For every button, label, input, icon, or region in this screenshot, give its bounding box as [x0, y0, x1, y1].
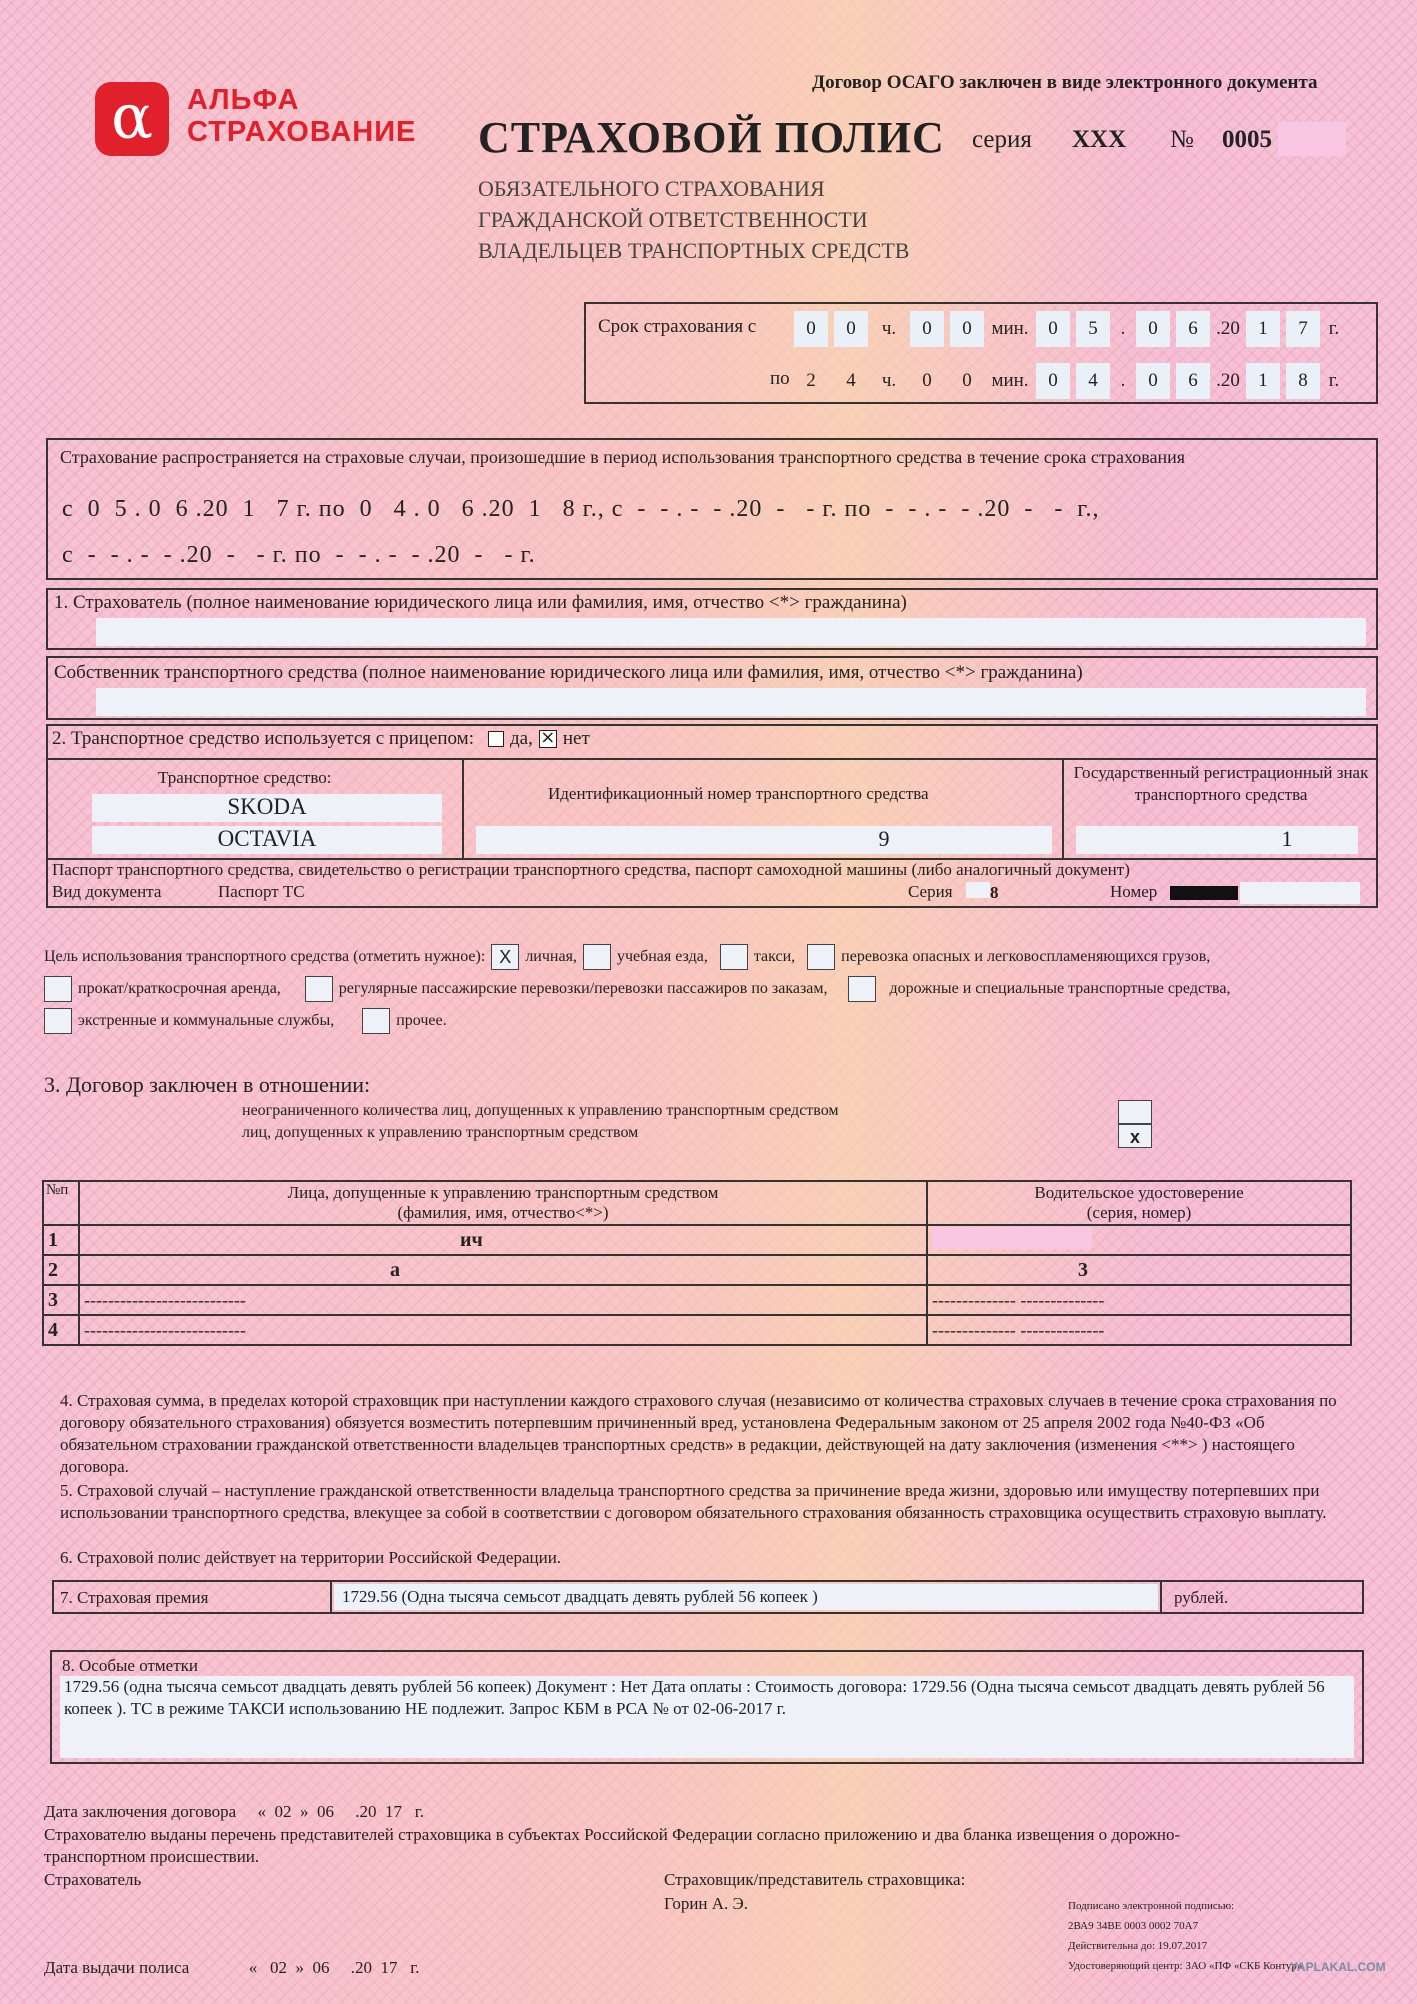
company-logo	[95, 82, 455, 162]
esig-line-4: Удостоверяющий центр: ЗАО «ПФ «СКБ Контур»	[1068, 1960, 1303, 1972]
purpose-dangerous-label: перевозка опасных и легковоспламеняющихся грузов,	[841, 948, 1211, 965]
term-min-label: мин.	[991, 370, 1029, 391]
purpose-rent-checkbox[interactable]	[44, 976, 72, 1002]
term-to-digit: 0	[922, 370, 932, 391]
term-from-label: Срок страхования с	[598, 316, 757, 337]
purpose-rent-label: прокат/краткосрочная аренда,	[78, 980, 281, 997]
passport-number-redaction	[1170, 886, 1238, 900]
notice-text: Страхователю выданы перечень представителей страховщика в субъектах Российской Федерации согласно приложению и два бланка извещения о дорожно-транспортном происшествии.	[44, 1825, 1181, 1866]
term-year-prefix: .20	[1216, 318, 1240, 339]
esig-line-1: Подписано электронной подписью:	[1068, 1900, 1235, 1912]
divider	[1160, 1582, 1162, 1612]
divider	[462, 758, 464, 858]
col-license-header-2: (серия, номер)	[1086, 1203, 1192, 1222]
term-to-digit: 0	[1036, 363, 1070, 399]
table-row	[43, 1285, 1351, 1315]
purpose-training-checkbox[interactable]	[583, 944, 611, 970]
purpose-road-checkbox[interactable]	[848, 976, 876, 1002]
esig-line-3: Действительна до: 19.07.2017	[1068, 1940, 1208, 1952]
term-to-digit: 4	[846, 370, 856, 391]
passport-series-value	[966, 882, 999, 903]
number-label: №	[1170, 126, 1194, 153]
purpose-training-label: учебная езда,	[616, 948, 708, 965]
purpose-other-label: прочее.	[396, 1012, 447, 1029]
premium-label: 7. Страховая премия	[60, 1588, 209, 1607]
passport-number-field	[1240, 882, 1360, 904]
plate-col-label: Государственный регистрационный знак транспортного средства	[1073, 763, 1369, 804]
divider	[48, 758, 1376, 760]
passport-series-label: Серия	[908, 882, 953, 901]
alpha-logo-icon: α	[95, 82, 169, 156]
vin-field	[476, 826, 1052, 854]
insurer-label: 1. Страхователь (полное наименование юридического лица или фамилия, имя, отчество <*> гражданина)	[54, 592, 907, 613]
passport-label: Паспорт транспортного средства, свидетельство о регистрации транспортного средства, паспорт самоходной машины (либо аналогичный документ)	[52, 860, 1130, 879]
row-num: 1	[43, 1225, 79, 1255]
insurer-signature-label: Страхователь	[44, 1870, 142, 1889]
doc-type-label: Вид документа	[52, 882, 162, 901]
purpose-emergency-checkbox[interactable]	[44, 1008, 72, 1034]
conclusion-date: Дата заключения договора « 02 » 06 .20 17 г.	[44, 1802, 425, 1821]
divider	[330, 1582, 332, 1612]
clause-5: 5. Страховой случай – наступление гражданской ответственности владельца транспортного средства за причинение вреда жизни, здоровью или имуществу потерпевших при использовании транспортного средства, влекущее за собой в соответствии с договором обязательного страхования обязанность страховщика осуществить страховую выплату.	[60, 1481, 1327, 1522]
term-from-row	[794, 310, 1348, 348]
term-to-digit: 0	[962, 370, 972, 391]
trailer-row	[52, 728, 590, 750]
row-num: 2	[43, 1255, 79, 1285]
coverage-row-1: с 0 5 . 0 6 .20 1 7 г. по 0 4 . 0 6 .20 1 8 г., с - - . - - .20 - - г. по - - . - - .20 - - г.,	[62, 496, 1100, 522]
insurance-term-box	[584, 302, 1378, 404]
col-name-header	[79, 1181, 927, 1225]
esig-line-2: 2ВА9 34ВЕ 0003 0002 70А7	[1068, 1920, 1199, 1932]
driver-name	[79, 1255, 927, 1285]
table-row	[43, 1255, 1351, 1285]
term-dot: .	[1120, 370, 1126, 391]
term-from-digit: 6	[1176, 311, 1210, 347]
vin-tail: 9	[878, 826, 890, 851]
trailer-no-checkbox[interactable]: ×	[540, 727, 556, 748]
term-to-digit: 0	[1136, 363, 1170, 399]
table-row	[43, 1225, 1351, 1255]
term-year-suffix: г.	[1328, 370, 1340, 391]
term-to-label: по	[770, 368, 790, 389]
divider	[1062, 758, 1064, 858]
purpose-taxi-checkbox[interactable]	[720, 944, 748, 970]
driver-name-tail: а	[390, 1258, 400, 1281]
premium-unit: рублей.	[1174, 1588, 1229, 1607]
logo-line-2: СТРАХОВАНИЕ	[187, 116, 417, 148]
subtitle-line-1: ОБЯЗАТЕЛЬНОГО СТРАХОВАНИЯ	[478, 176, 825, 201]
number-redaction	[1278, 122, 1346, 156]
vin-col-label: Идентификационный номер транспортного средства	[548, 784, 929, 803]
special-text: 1729.56 (одна тысяча семьсот двадцать девять рублей 56 копеек) Документ : Нет Дата оплаты : Стоимость договора: 1729.56 (Одна тысяча семьсот двадцать девять рублей 56 копеек ). ТС в режиме ТАКСИ использованию НЕ подлежит. Запрос КБМ в РСА № от 02-06-2017 г.	[60, 1676, 1354, 1758]
term-to-digit: 6	[1176, 363, 1210, 399]
purpose-passenger-checkbox[interactable]	[305, 976, 333, 1002]
premium-value: 1729.56 (Одна тысяча семьсот двадцать девять рублей 56 копеек )	[334, 1584, 1158, 1610]
contract-limited-label: лиц, допущенных к управлению транспортным средством	[242, 1124, 639, 1141]
issue-date: Дата выдачи полиса « 02 » 06 .20 17 г.	[44, 1958, 420, 1977]
purpose-other-checkbox[interactable]	[362, 1008, 390, 1034]
trailer-yes-checkbox[interactable]	[488, 731, 504, 747]
col-num-header: №п	[43, 1181, 79, 1225]
license-redaction	[932, 1227, 1092, 1249]
term-from-digit: 0	[950, 311, 984, 347]
premium-box	[52, 1580, 1364, 1614]
policy-title: СТРАХОВОЙ ПОЛИС	[478, 113, 945, 162]
col-license-header	[927, 1181, 1351, 1225]
passport-series-tail: 8	[990, 883, 999, 902]
term-to-digit: 4	[1076, 363, 1110, 399]
col-license-header-1: Водительское удостоверение	[1034, 1183, 1244, 1202]
series-value: XXX	[1072, 126, 1127, 153]
purpose-personal-checkbox[interactable]: X	[491, 944, 519, 970]
term-from-digit: 7	[1286, 311, 1320, 347]
driver-license	[927, 1225, 1351, 1255]
driver-name	[79, 1225, 927, 1255]
purpose-row-2	[44, 976, 1231, 1002]
purpose-label: Цель использования транспортного средства (отметить нужное):	[44, 948, 486, 965]
clause-6: 6. Страховой полис действует на территории Российской Федерации.	[60, 1548, 562, 1567]
row-num: 3	[43, 1285, 79, 1315]
term-year-suffix: г.	[1328, 318, 1340, 339]
subtitle-line-3: ВЛАДЕЛЬЦЕВ ТРАНСПОРТНЫХ СРЕДСТВ	[478, 238, 910, 263]
logo-line-1: АЛЬФА	[187, 84, 300, 116]
term-from-digit: 0	[1136, 311, 1170, 347]
agent-label: Страховщик/представитель страховщика:	[664, 1870, 966, 1889]
purpose-row-3	[44, 1008, 447, 1034]
owner-name-field	[96, 688, 1366, 716]
special-marks-box	[50, 1650, 1364, 1764]
plate-tail: 1	[1281, 826, 1293, 851]
trailer-label: 2. Транспортное средство используется с прицепом:	[52, 728, 474, 749]
driver-license: -------------- --------------	[927, 1315, 1351, 1345]
electronic-contract-note: Договор ОСАГО заключен в виде электронного документа	[812, 72, 1318, 93]
vehicle-col-label: Транспортное средство:	[158, 768, 332, 787]
series-label: серия	[972, 126, 1032, 153]
term-to-digit: 8	[1286, 363, 1320, 399]
contract-unlimited-checkbox[interactable]	[1118, 1100, 1152, 1124]
vehicle-model: OCTAVIA	[92, 826, 442, 854]
watermark: YAPLAKAL.COM	[1290, 1960, 1386, 1974]
purpose-road-label: дорожные и специальные транспортные средства,	[889, 980, 1231, 997]
owner-label: Собственник транспортного средства (полное наименование юридического лица или фамилия, имя, отчество <*> гражданина)	[54, 662, 1083, 683]
drivers-table	[42, 1180, 1352, 1346]
term-hour-label: ч.	[881, 318, 897, 339]
purpose-personal-label: личная,	[525, 948, 577, 965]
agent-name: Горин А. Э.	[664, 1894, 749, 1913]
plate-field	[1076, 826, 1358, 854]
driver-license-value: 3	[1078, 1258, 1088, 1281]
term-dot: .	[1120, 318, 1126, 339]
term-from-digit: 0	[834, 311, 868, 347]
driver-license: -------------- --------------	[927, 1285, 1351, 1315]
subtitle-line-2: ГРАЖДАНСКОЙ ОТВЕТСТВЕННОСТИ	[478, 207, 868, 232]
term-to-digit: 1	[1246, 363, 1280, 399]
term-to-digit: 2	[806, 370, 816, 391]
coverage-text: Страхование распространяется на страховые случаи, произошедшие в период использования транспортного средства в течение срока страхования	[60, 447, 1186, 467]
table-row	[43, 1315, 1351, 1345]
purpose-emergency-label: экстренные и коммунальные службы,	[78, 1012, 335, 1029]
driver-name: ---------------------------	[79, 1285, 927, 1315]
purpose-dangerous-checkbox[interactable]	[807, 944, 835, 970]
term-from-digit: 5	[1076, 311, 1110, 347]
coverage-period-box	[46, 438, 1378, 580]
owner-box	[46, 656, 1378, 720]
insurer-box	[46, 588, 1378, 650]
driver-name-tail: ич	[460, 1228, 483, 1251]
coverage-row-2: с - - . - - .20 - - г. по - - . - - .20 - - г.	[62, 542, 536, 568]
col-name-header-1: Лица, допущенные к управлению транспортным средством	[287, 1183, 719, 1202]
term-hour-label: ч.	[881, 370, 897, 391]
doc-type-value: Паспорт ТС	[218, 882, 305, 901]
purpose-row-1	[44, 944, 1210, 970]
driver-name: ---------------------------	[79, 1315, 927, 1345]
purpose-taxi-label: такси,	[753, 948, 796, 965]
term-year-prefix: .20	[1216, 370, 1240, 391]
row-num: 4	[43, 1315, 79, 1345]
contract-limited-checkbox[interactable]: x	[1118, 1124, 1152, 1148]
col-name-header-2: (фамилия, имя, отчество<*>)	[397, 1203, 609, 1222]
term-from-digit: 0	[794, 311, 828, 347]
term-from-digit: 0	[910, 311, 944, 347]
vehicle-section	[46, 724, 1378, 908]
term-from-digit: 1	[1246, 311, 1280, 347]
purpose-passenger-label: регулярные пассажирские перевозки/перевозки пассажиров по заказам,	[338, 980, 828, 997]
trailer-yes-label: да,	[509, 728, 533, 749]
term-min-label: мин.	[991, 318, 1029, 339]
contract-unlimited-label: неограниченного количества лиц, допущенных к управлению транспортным средством	[242, 1102, 839, 1119]
electronic-signature	[1068, 1896, 1302, 1976]
contract-heading: 3. Договор заключен в отношении:	[44, 1072, 371, 1097]
driver-license	[927, 1255, 1351, 1285]
insurer-name-field	[96, 618, 1366, 646]
passport-number-label: Номер	[1110, 882, 1158, 901]
special-label: 8. Особые отметки	[62, 1656, 198, 1675]
number-value: 0005	[1222, 126, 1272, 153]
term-from-digit: 0	[1036, 311, 1070, 347]
clause-4: 4. Страховая сумма, в пределах которой страховщик при наступлении каждого страхового случая (независимо от количества страховых случаев в течение срока страхования по договору обязательного страхования) обязуется возместить потерпевшим причиненный вред, установлена Федеральным законом от 25 апреля 2002 года №40-ФЗ «Об обязательном страховании гражданской ответственности владельцев транспортных средств» в редакции, действующей на дату заключения (изменения <**> ) настоящего договора.	[60, 1391, 1337, 1476]
term-to-row	[794, 362, 1348, 400]
trailer-no-label: нет	[562, 728, 590, 749]
vehicle-make: SKODA	[92, 794, 442, 822]
